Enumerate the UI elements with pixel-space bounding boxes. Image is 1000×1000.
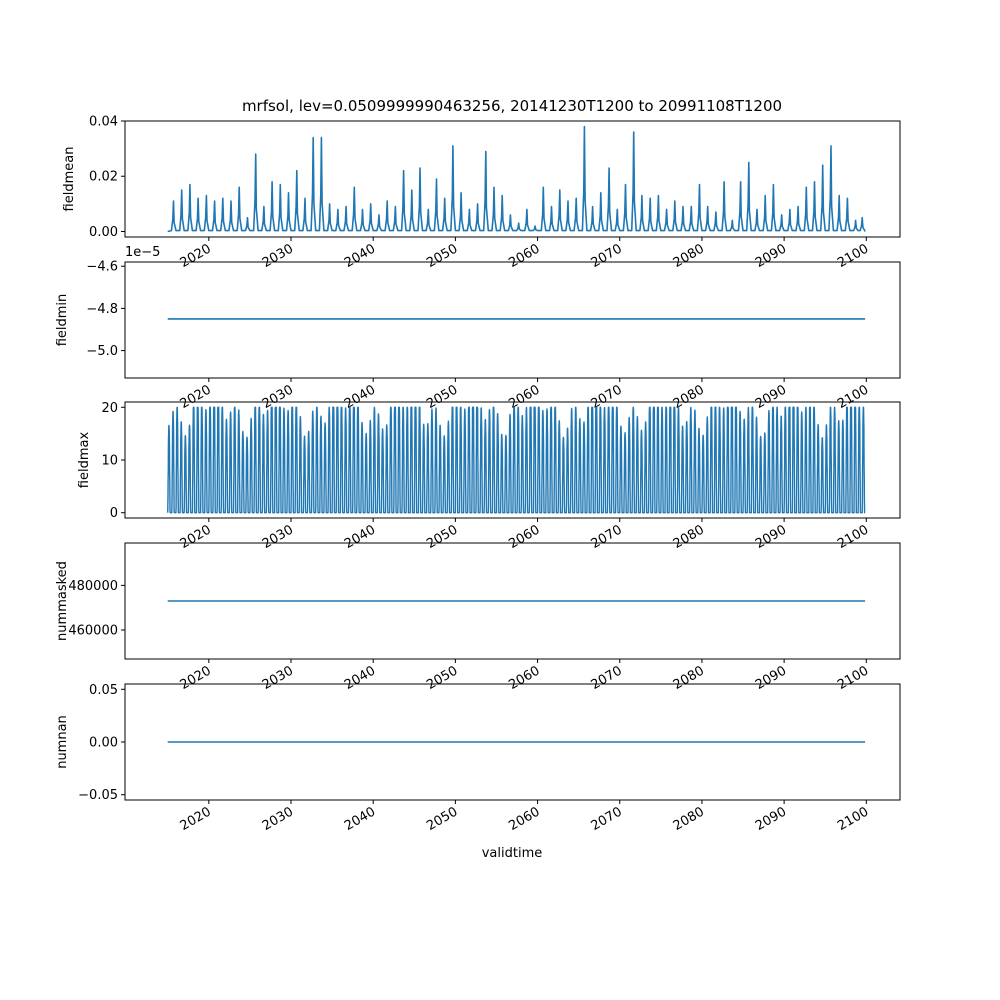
x-axis-label: validtime — [481, 846, 543, 861]
x-tick-label: 2050 — [424, 663, 461, 694]
x-tick-label: 2030 — [259, 804, 297, 835]
x-tick-label: 2060 — [506, 804, 543, 835]
x-tick-label: 2100 — [835, 663, 872, 694]
y-axis-label: numnan — [55, 715, 70, 769]
x-tick-label: 2060 — [506, 382, 543, 413]
y-tick-label: 0.04 — [89, 114, 118, 130]
chart-title: mrfsol, lev=0.0509999990463256, 20141230T1200 to 20991108T1200 — [241, 97, 783, 115]
y-tick-label: 460000 — [68, 623, 118, 639]
y-tick-label: −0.05 — [78, 788, 118, 804]
y-tick-label: −4.6 — [86, 259, 118, 275]
x-tick-label: 2070 — [588, 663, 625, 694]
y-tick-label: 0 — [109, 506, 118, 522]
x-tick-label: 2050 — [424, 522, 461, 553]
plot-frame — [125, 121, 900, 237]
y-tick-label: 0.05 — [89, 682, 118, 698]
y-axis-label: fieldmax — [77, 431, 92, 489]
series-line — [168, 127, 865, 232]
x-tick-label: 2090 — [752, 382, 790, 413]
y-tick-label: 0.00 — [89, 735, 118, 751]
x-tick-label: 2030 — [259, 522, 297, 553]
x-tick-label: 2020 — [177, 382, 214, 413]
x-tick-label: 2050 — [424, 804, 461, 835]
x-tick-label: 2040 — [342, 522, 379, 553]
x-tick-label: 2050 — [424, 382, 461, 413]
x-tick-label: 2020 — [177, 663, 214, 694]
x-tick-label: 2080 — [670, 382, 707, 413]
x-tick-label: 2030 — [259, 241, 297, 272]
x-tick-label: 2040 — [342, 663, 379, 694]
y-tick-label: −4.8 — [86, 301, 118, 317]
x-tick-label: 2020 — [177, 804, 214, 835]
y-tick-label: 20 — [101, 400, 118, 416]
x-tick-label: 2060 — [506, 241, 543, 272]
y-axis-label: fieldmean — [62, 146, 77, 212]
x-tick-label: 2100 — [835, 522, 872, 553]
x-tick-label: 2100 — [835, 382, 872, 413]
x-tick-label: 2080 — [670, 522, 707, 553]
x-tick-label: 2090 — [752, 663, 790, 694]
x-tick-label: 2030 — [259, 382, 297, 413]
x-tick-label: 2040 — [342, 804, 379, 835]
panels — [55, 115, 900, 835]
plot-frame — [125, 262, 900, 378]
x-tick-label: 2090 — [752, 804, 790, 835]
x-tick-label: 2090 — [752, 522, 790, 553]
x-tick-label: 2060 — [506, 663, 543, 694]
x-tick-label: 2080 — [670, 663, 707, 694]
panel-numnan — [55, 683, 900, 834]
panel-fieldmax — [77, 401, 900, 552]
x-tick-label: 2100 — [835, 241, 872, 272]
y-axis-label: nummasked — [55, 561, 70, 641]
x-tick-label: 2060 — [506, 522, 543, 553]
y-tick-label: 0.02 — [89, 169, 118, 185]
panel-fieldmean — [62, 115, 900, 272]
x-tick-label: 2100 — [835, 804, 872, 835]
x-tick-label: 2080 — [670, 804, 707, 835]
panel-nummasked — [55, 543, 900, 693]
y-offset-text: 1e−5 — [125, 245, 161, 260]
x-tick-label: 2090 — [752, 241, 790, 272]
y-tick-label: 0.00 — [89, 224, 118, 240]
x-tick-label: 2070 — [588, 382, 625, 413]
series-line — [168, 407, 865, 512]
x-tick-label: 2030 — [259, 663, 297, 694]
x-tick-label: 2070 — [588, 804, 625, 835]
y-tick-label: −5.0 — [86, 344, 118, 360]
x-tick-label: 2080 — [670, 241, 707, 272]
x-tick-label: 2020 — [177, 241, 214, 272]
x-tick-label: 2040 — [342, 382, 379, 413]
x-tick-label: 2070 — [588, 241, 625, 272]
x-tick-label: 2050 — [424, 241, 461, 272]
x-tick-label: 2040 — [342, 241, 379, 272]
panel-fieldmin — [55, 245, 900, 412]
y-axis-label: fieldmin — [55, 293, 70, 347]
y-tick-label: 10 — [101, 453, 118, 469]
x-tick-label: 2020 — [177, 522, 214, 553]
x-tick-label: 2070 — [588, 522, 625, 553]
y-tick-label: 480000 — [68, 578, 118, 594]
